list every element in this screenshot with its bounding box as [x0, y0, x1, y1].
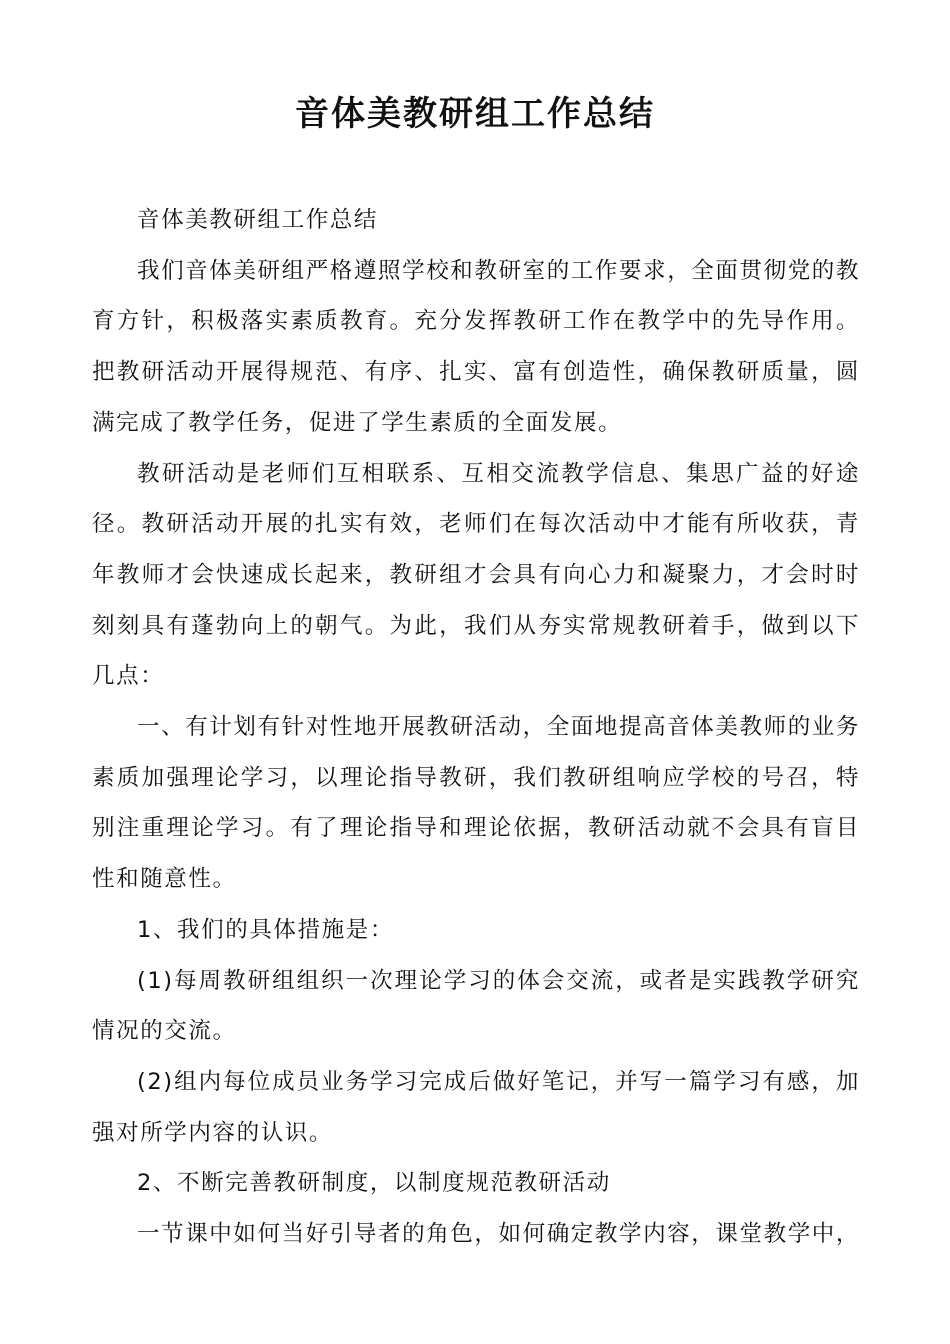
document-title: 音体美教研组工作总结 [295, 94, 655, 134]
paragraph-measure-2: (2)组内每位成员业务学习完成后做好笔记，并写一篇学习有感，加强对所学内容的认识。 [92, 1068, 860, 1146]
paragraph-intro: 我们音体美研组严格遵照学校和教研室的工作要求，全面贯彻党的教育方针，积极落实素质教育。充分发挥教研工作在教学中的先导作用。把教研活动开展得规范、有序、扎实、富有创造性，确保教研质量，圆满完成了教学任务，促进了学生素质的全面发展。 [92, 257, 861, 436]
paragraph-continued: 一节课中如何当好引导者的角色，如何确定教学内容，课堂教学中， [137, 1221, 861, 1248]
document-body [92, 195, 860, 1260]
paragraph-activities: 教研活动是老师们互相联系、互相交流教学信息、集思广益的好途径。教研活动开展的扎实有效，老师们在每次活动中才能有所收获，青年教师才会快速成长起来，教研组才会具有向心力和凝聚力，才会时时刻刻具有蓬勃向上的朝气。为此，我们从夯实常规教研着手，做到以下几点： [92, 460, 860, 690]
paragraph-measures-heading: 1、我们的具体措施是： [137, 916, 394, 943]
paragraph-section-two: 2、不断完善教研制度，以制度规范教研活动 [137, 1170, 611, 1197]
paragraph-measure-1: (1)每周教研组组织一次理论学习的体会交流，或者是实践教学研究情况的交流。 [92, 967, 860, 1045]
paragraph-subtitle: 音体美教研组工作总结 [137, 207, 379, 233]
paragraph-section-one: 一、有计划有针对性地开展教研活动，全面地提高音体美教师的业务素质加强理论学习，以理论指导教研，我们教研组响应学校的号召，特别注重理论学习。有了理论指导和理论依据，教研活动就不会具有盲目性和随意性。 [92, 714, 861, 893]
